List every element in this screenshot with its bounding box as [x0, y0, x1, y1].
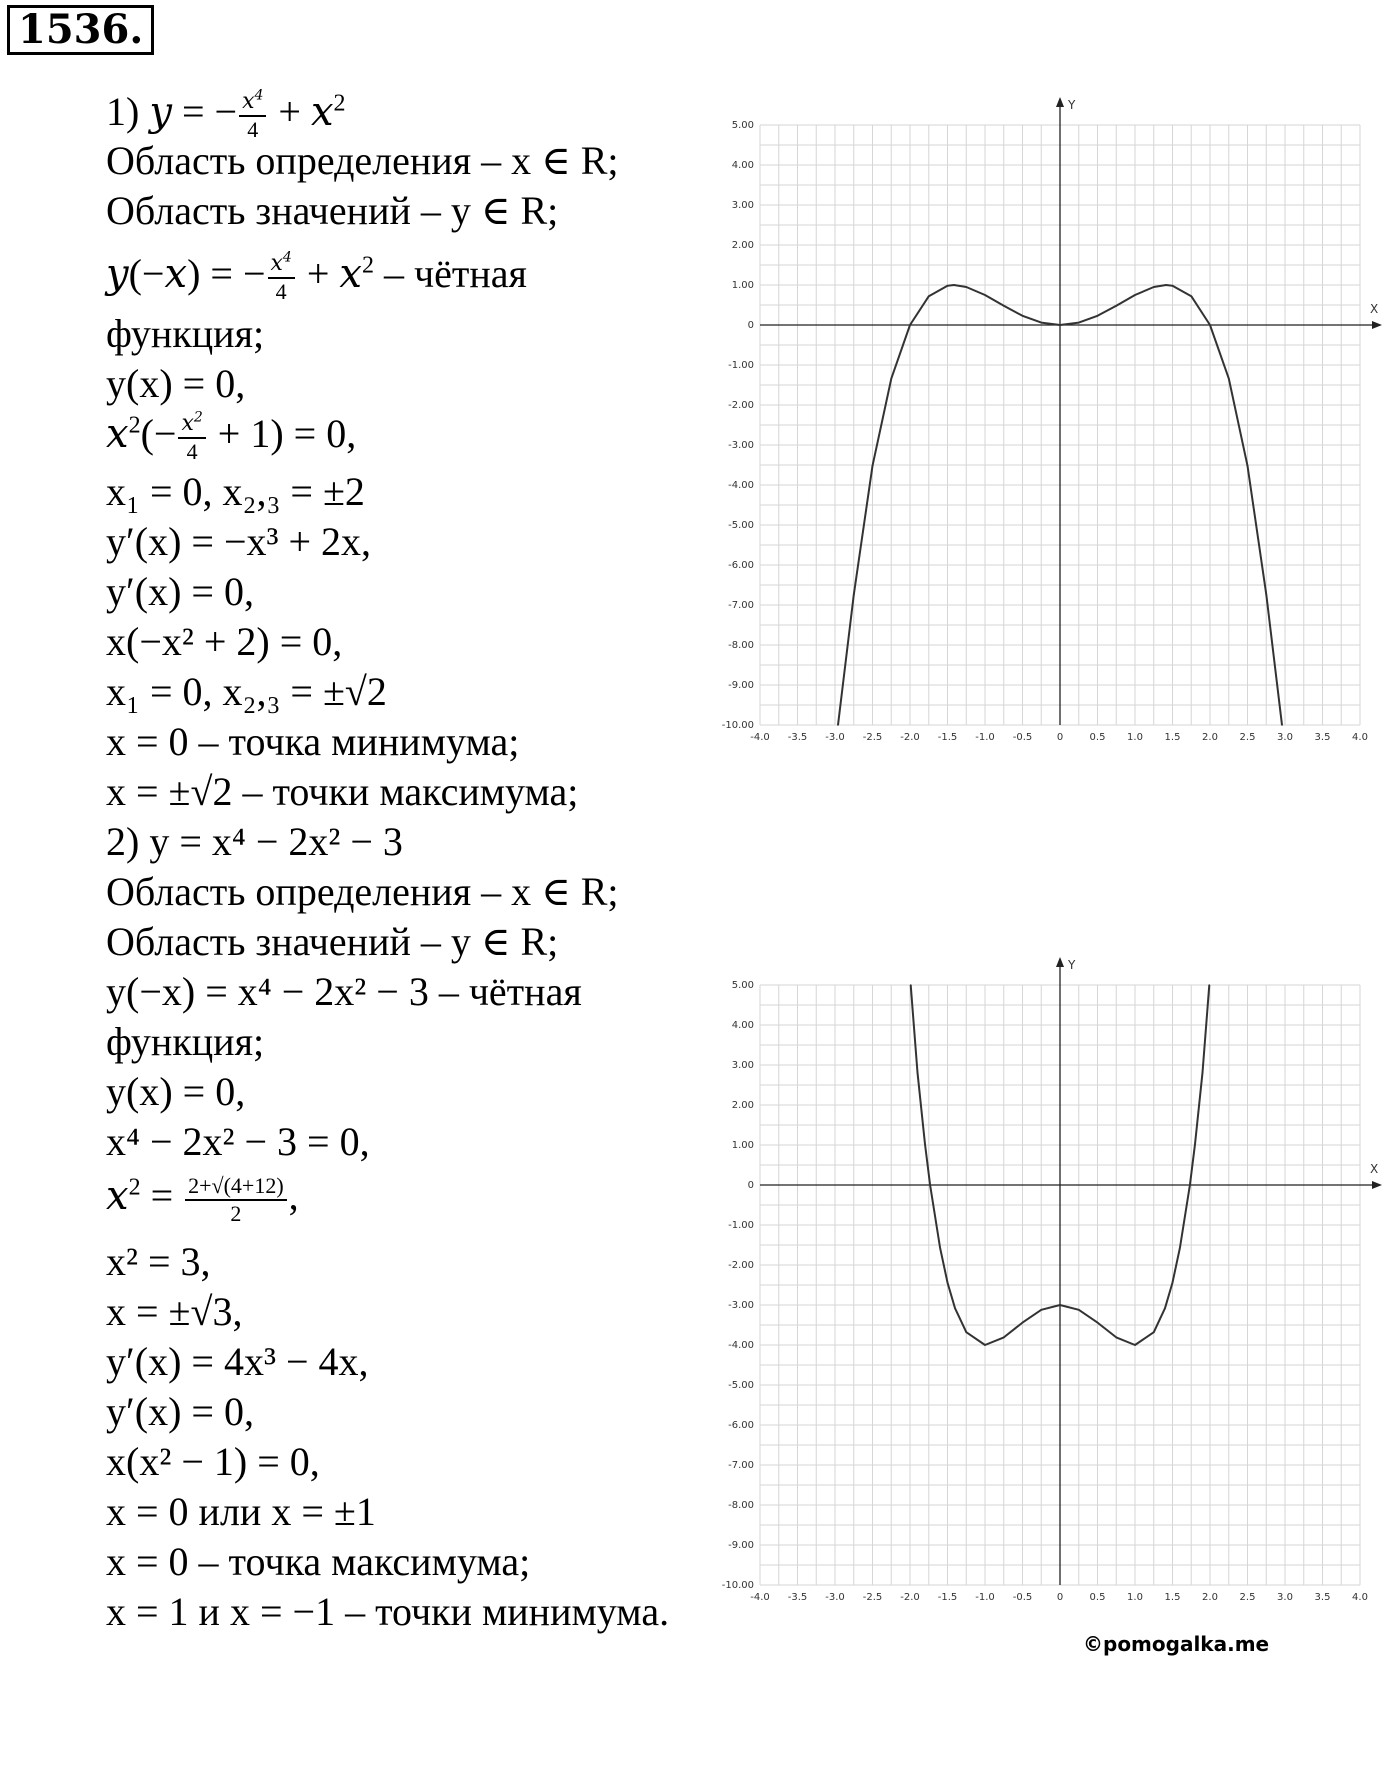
y-tick-label: 0: [747, 1180, 754, 1191]
curve-point: [1179, 1247, 1181, 1249]
y-tick-label: -5.00: [728, 520, 754, 531]
y-tick-label: 4.00: [731, 160, 754, 171]
part1-line-4: y(−x) = − $\frac{x^4}{4}$ + $x^2$ – чётная: [106, 249, 527, 304]
curve-point: [1003, 1337, 1005, 1339]
y-tick-label: -2.00: [728, 1260, 754, 1271]
curve-point: [984, 294, 986, 296]
curve-point: [1153, 1331, 1155, 1333]
x-tick-label: -3.0: [825, 1592, 845, 1603]
y-tick-label: -3.00: [728, 440, 754, 451]
part1-line-6: y(x) = 0,: [106, 361, 246, 406]
curve-point: [1153, 286, 1155, 288]
y-tick-label: -4.00: [728, 480, 754, 491]
x-tick-label: 1.5: [1164, 1592, 1181, 1603]
x-tick-label: -1.0: [975, 1592, 995, 1603]
part2-line-14: x = 0 или x = ±1: [106, 1489, 376, 1534]
curve-point: [954, 1307, 956, 1309]
curve-point: [1209, 324, 1211, 326]
curve-point: [1172, 285, 1174, 287]
curve-point: [1165, 284, 1167, 286]
y-tick-label: 2.00: [731, 1100, 754, 1111]
chart-1: [705, 95, 1395, 765]
curve-point: [1097, 1322, 1099, 1324]
x-axis-arrow-icon: [1372, 321, 1382, 329]
part1-line-12: x₁ = 0, x₂,₃ = ±√2: [106, 669, 387, 714]
x-tick-label: 0: [1056, 1592, 1064, 1603]
part1-line-8: x₁ = 0, x₂,₃ = ±2: [106, 469, 365, 514]
part1-line-10: y′(x) = 0,: [106, 569, 254, 614]
curve-point: [929, 1184, 931, 1186]
x-tick-label: 1.0: [1127, 732, 1143, 743]
x-tick-label: -3.5: [787, 732, 808, 743]
curve-point: [939, 1247, 941, 1249]
y-tick-label: -8.00: [728, 1500, 754, 1511]
y-tick-label: 5.00: [731, 120, 754, 131]
curve-point: [1189, 1184, 1191, 1186]
part2-line-7: x⁴ − 2x² − 3 = 0,: [106, 1119, 370, 1164]
x-tick-label: -3.5: [787, 1592, 808, 1603]
curve-point: [1040, 1309, 1042, 1311]
curve-point: [1265, 594, 1267, 596]
y-tick-label: -3.00: [728, 1300, 754, 1311]
y-axis-label: Y: [1068, 958, 1076, 972]
curve-point: [1202, 1072, 1204, 1074]
curve-point: [909, 324, 911, 326]
curve-point: [1115, 1337, 1117, 1339]
part2-line-16: x = 1 и x = −1 – точки минимума.: [106, 1589, 670, 1634]
x-tick-label: 3.5: [1314, 1592, 1331, 1603]
curve-point: [1059, 324, 1061, 326]
y-tick-label: 1.00: [731, 280, 754, 291]
x-tick-label: -0.5: [1012, 732, 1033, 743]
y-tick-label: 3.00: [731, 1060, 754, 1071]
curve-point: [984, 1344, 986, 1346]
curve-point: [1281, 724, 1283, 726]
y-tick-label: -2.00: [728, 400, 754, 411]
x-tick-label: -4.0: [750, 732, 770, 743]
x-axis-label: X: [1370, 1162, 1379, 1176]
part2-line-9: x² = 3,: [106, 1239, 211, 1284]
curve-point: [853, 594, 855, 596]
y-tick-label: -5.00: [728, 1380, 754, 1391]
y-tick-label: -1.00: [728, 360, 754, 371]
y-tick-label: 4.00: [731, 1020, 754, 1031]
curve-point: [1228, 378, 1230, 380]
part1-line-7: $x^2(-$ $\frac{x^2}{4}$ + 1) = 0,: [106, 409, 357, 464]
curve-point: [1164, 1307, 1166, 1309]
x-tick-label: 4.0: [1352, 1592, 1368, 1603]
curve-point: [837, 724, 839, 726]
curve-point: [1208, 984, 1210, 986]
part1-line-9: y′(x) = −x³ + 2x,: [106, 519, 372, 564]
curve-point: [917, 1072, 919, 1074]
y-tick-label: -10.00: [721, 1580, 754, 1591]
x-tick-label: 0: [1056, 732, 1064, 743]
curve-point: [1059, 1304, 1061, 1306]
curve-point: [947, 285, 949, 287]
part2-line-3: Область значений – y ∈ R;: [106, 919, 559, 964]
curve-point: [924, 1143, 926, 1145]
part2-line-12: y′(x) = 0,: [106, 1389, 254, 1434]
x-tick-label: 0.5: [1089, 732, 1106, 743]
part1-line-14: x = ±√2 – точки максимума;: [106, 769, 579, 814]
curve-point: [1134, 294, 1136, 296]
part2-line-11: y′(x) = 4x³ − 4x,: [106, 1339, 369, 1384]
x-tick-label: 1.5: [1164, 732, 1181, 743]
x-tick-label: 2.0: [1202, 732, 1218, 743]
part2-line-8: $x^2$ = $\frac{2+√(4+12)}{2}$ ,: [106, 1172, 299, 1226]
y-axis-arrow-icon: [1056, 97, 1064, 107]
y-tick-label: 1.00: [731, 1140, 754, 1151]
x-tick-label: -1.5: [937, 1592, 958, 1603]
x-tick-label: -4.0: [750, 1592, 770, 1603]
watermark: ©pomogalka.me: [1083, 1632, 1270, 1656]
x-tick-label: -3.0: [825, 732, 845, 743]
curve-point: [910, 984, 912, 986]
part2-line-4: y(−x) = x⁴ − 2x² − 3 – чётная: [106, 969, 582, 1014]
y-tick-label: -8.00: [728, 640, 754, 651]
y-tick-label: -9.00: [728, 680, 754, 691]
x-tick-label: 4.0: [1352, 732, 1368, 743]
curve-point: [1078, 1309, 1080, 1311]
x-tick-label: -2.5: [862, 732, 883, 743]
curve-point: [1194, 1143, 1196, 1145]
x-tick-label: 2.5: [1239, 1592, 1256, 1603]
part1-line-11: x(−x² + 2) = 0,: [106, 619, 343, 664]
chart-2: [705, 955, 1395, 1635]
x-axis-label: X: [1370, 302, 1379, 316]
curve-point: [1172, 1282, 1174, 1284]
y-tick-label: 2.00: [731, 240, 754, 251]
part1-line-5: функция;: [106, 311, 265, 356]
x-tick-label: -1.0: [975, 732, 995, 743]
curve-point: [890, 378, 892, 380]
x-tick-label: 3.0: [1277, 732, 1293, 743]
part1-line-2: Область определения – x ∈ R;: [106, 138, 619, 183]
curve-point: [953, 284, 955, 286]
x-tick-label: 3.0: [1277, 1592, 1293, 1603]
x-axis-arrow-icon: [1372, 1181, 1382, 1189]
x-tick-label: 1.0: [1127, 1592, 1143, 1603]
y-tick-label: -9.00: [728, 1540, 754, 1551]
y-tick-label: 5.00: [731, 980, 754, 991]
y-tick-label: -7.00: [728, 600, 754, 611]
x-tick-label: 0.5: [1089, 1592, 1106, 1603]
curve-point: [1022, 315, 1024, 317]
y-tick-label: -6.00: [728, 560, 754, 571]
part2-line-6: y(x) = 0,: [106, 1069, 246, 1114]
x-tick-label: -1.5: [937, 732, 958, 743]
curve-point: [1097, 315, 1099, 317]
part2-line-2: Область определения – x ∈ R;: [106, 869, 619, 914]
y-tick-label: -6.00: [728, 1420, 754, 1431]
curve-point: [872, 465, 874, 467]
curve-point: [928, 295, 930, 297]
x-tick-label: 3.5: [1314, 732, 1331, 743]
curve-point: [1040, 322, 1042, 324]
y-tick-label: -7.00: [728, 1460, 754, 1471]
part2-line-10: x = ±√3,: [106, 1289, 243, 1334]
problem-number: 1536.: [7, 5, 154, 55]
part2-line-1: 2) y = x⁴ − 2x² − 3: [106, 819, 403, 864]
y-axis-label: Y: [1068, 98, 1076, 112]
curve-point: [1190, 295, 1192, 297]
y-axis-arrow-icon: [1056, 957, 1064, 967]
curve-point: [965, 286, 967, 288]
part2-line-13: x(x² − 1) = 0,: [106, 1439, 320, 1484]
x-tick-label: 2.5: [1239, 732, 1256, 743]
part1-line-13: x = 0 – точка минимума;: [106, 719, 520, 764]
y-tick-label: -1.00: [728, 1220, 754, 1231]
part2-line-15: x = 0 – точка максимума;: [106, 1539, 531, 1584]
curve-point: [1247, 465, 1249, 467]
x-tick-label: -2.5: [862, 1592, 883, 1603]
curve-point: [1022, 1322, 1024, 1324]
curve-point: [1134, 1344, 1136, 1346]
x-tick-label: -2.0: [900, 1592, 920, 1603]
y-tick-label: -4.00: [728, 1340, 754, 1351]
curve-point: [1115, 305, 1117, 307]
part2-line-5: функция;: [106, 1019, 265, 1064]
y-tick-label: -10.00: [721, 720, 754, 731]
curve-point: [947, 1282, 949, 1284]
y-tick-label: 3.00: [731, 200, 754, 211]
x-tick-label: 2.0: [1202, 1592, 1218, 1603]
curve-point: [1003, 305, 1005, 307]
x-tick-label: -0.5: [1012, 1592, 1033, 1603]
x-tick-label: -2.0: [900, 732, 920, 743]
curve-point: [1078, 322, 1080, 324]
curve-point: [965, 1331, 967, 1333]
part1-line-3: Область значений – y ∈ R;: [106, 188, 559, 233]
part1-line-1: 1) y = − $\frac{x^4}{4}$ + $x^2$: [106, 87, 346, 142]
y-tick-label: 0: [747, 320, 754, 331]
